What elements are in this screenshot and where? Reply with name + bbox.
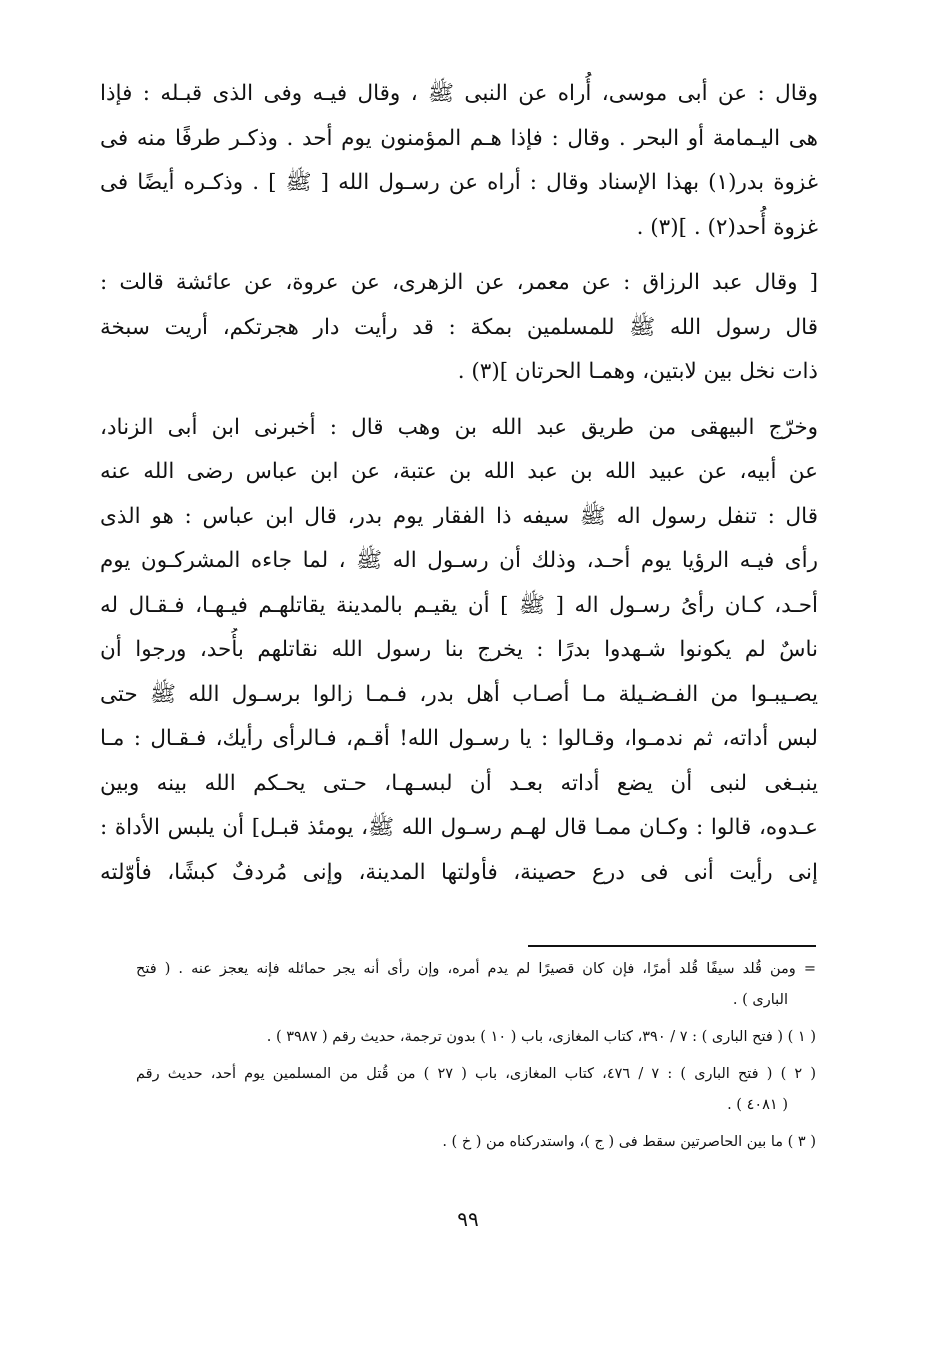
text-line: ناسٌ لم يكونوا شـهدوا بدرًا : يخرج بنا رسول الله نقاتلهم بأُحد، ورجوا أن xyxy=(100,637,818,662)
footnote-3 xyxy=(136,1127,816,1158)
text-line: لبس أداته، ثم ندمـوا، وقـالوا : يا رسـول الله! أقـم، فـالرأى رأيك، فـقـال : مـا xyxy=(100,726,818,751)
text-line: عن أبيه، عن عبيد الله بن عبد الله بن عتبة، عن ابن عباس رضى الله عنه xyxy=(100,459,818,484)
text-line: يصـيبـوا من الفـضـيلة مـا أصـاب أهل بدر، فـمـا زالوا برسـول الله ﷺ حتى xyxy=(100,681,818,707)
text-line: غزوة أُحد(٢) . ](٣) . xyxy=(636,214,818,240)
footnote-line: ( ٤٠٨١ ) . xyxy=(727,1097,788,1113)
footnote-line: ( ٢ ) ( فتح البارى ) : ٧ / ٤٧٦، كتاب المغازى، باب ( ٢٧ ) من قُتل من المسلمين يوم أحد، حديث رقم xyxy=(136,1066,816,1082)
main-text xyxy=(100,72,818,895)
text-line: ذات نخل بين لابتين، وهمـا الحرتان ](٣) . xyxy=(457,359,818,384)
footnotes xyxy=(136,954,816,1158)
footnote-divider xyxy=(528,945,816,947)
footnote-continuation xyxy=(136,954,816,1016)
paragraph-2 xyxy=(100,261,818,395)
text-line: رأى فيـه الرؤيا يوم أحـد، وذلك أن رسـول اله ﷺ ، لما جاءه المشركـون يوم xyxy=(100,548,818,573)
footnote-line: ( ١ ) ( فتح البارى ) : ٧ / ٣٩٠، كتاب المغازى، باب ( ١٠ ) بدون ترجمة، حديث رقم ( ٣٩٨٧ ) . xyxy=(266,1029,816,1045)
paragraph-3 xyxy=(100,406,818,896)
text-line: أحـد، كـان رأىُ رسـول اله [ ﷺ ] أن يقيـم بالمدينة يقاتلهـم فيـهـا، فـقـال له xyxy=(100,592,818,618)
text-line: ينبـغى لنبى أن يضع أداته بعـد أن لبسـهـا، حـتى يحـكم الله بينه وبين xyxy=(100,770,818,796)
footnote-line: = ومن قُلد سيفًا قُلد أمرًا، فإن كان قصيرًا لم يدم أمره، وإن رأى أنه يجر حمائله فإنه يعجز عنه . ( فتح xyxy=(136,961,816,977)
footnote-1 xyxy=(136,1022,816,1053)
text-line: قال : تنفل رسول اله ﷺ سيفه ذا الفقار يوم بدر، قال ابن عباس : هو الذى xyxy=(100,503,818,529)
text-line: وخرّج البيهقى من طريق عبد الله بن وهب قال : أخبرنى ابن أبى الزناد، xyxy=(100,414,818,440)
text-line: قال رسول الله ﷺ للمسلمين بمكة : قد رأيت دار هجرتكم، أريت سبخة xyxy=(100,314,818,340)
footnote-2 xyxy=(136,1059,816,1121)
text-line: إنى رأيت أنى فى درع حصينة، فأولتها المدينة، وإنى مُردفٌ كبشًا، فأوّلته xyxy=(100,859,818,885)
text-line: غزوة بدر(١) بهذا الإسناد وقال : أراه عن رسـول الله [ ﷺ ] . وذكـره أيضًا فى xyxy=(100,170,818,195)
text-line: هى اليـمامة أو البحر . وقال : فإذا هـم المؤمنون يوم أحد . وذكـر طرفًا منه فى xyxy=(100,125,818,151)
text-line: عـدوه، قالوا : وكـان ممـا قال لهـم رسـول الله ﷺ، يومئذ قبـل] أن يلبس الأداة : xyxy=(100,815,818,840)
text-line: وقال : عن أبى موسى، أُراه عن النبى ﷺ ، وقال فيـه وفى الذى قبـله : فإذا xyxy=(100,81,818,106)
footnote-line: البارى ) . xyxy=(732,992,788,1008)
paragraph-1 xyxy=(100,72,818,250)
page-number: ٩٩ xyxy=(457,1207,479,1231)
footnote-line: ( ٣ ) ما بين الحاصرتين سقط فى ( ج )، واستدركناه من ( خ ) . xyxy=(442,1134,816,1150)
text-line: [ وقال عبد الرزاق : عن معمر، عن الزهرى، عن عروة، عن عائشة قالت : xyxy=(100,270,818,295)
